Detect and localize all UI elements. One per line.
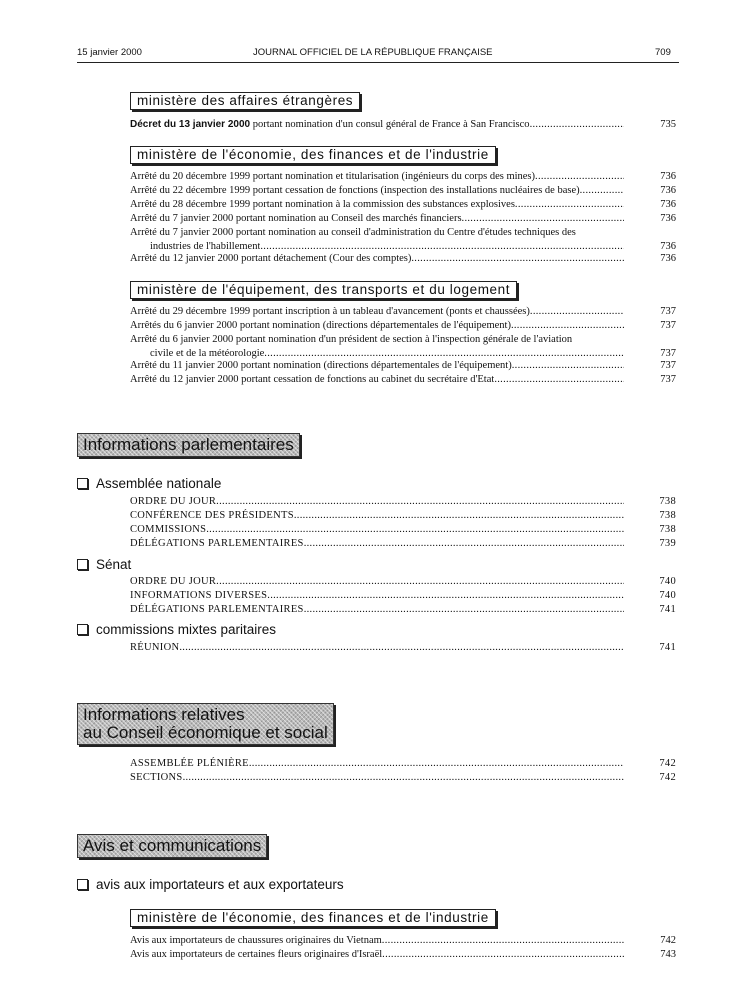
dot-leader	[580, 184, 624, 198]
entry-text-line1: Arrêté du 6 janvier 2000 portant nomination d'un président de section à l'inspection générale de l'aviation	[130, 334, 573, 345]
dot-leader	[267, 589, 624, 603]
entry-text: Arrêté du 12 janvier 2000 portant détachement (Cour des comptes)	[130, 253, 412, 264]
checkbox-square-icon	[77, 478, 88, 489]
ministry-heading-economie: ministère de l'économie, des finances et de l'industrie	[130, 146, 496, 164]
toc-entry[interactable]	[130, 589, 676, 603]
toc-entry[interactable]	[130, 523, 676, 537]
section-title: avis aux importateurs et aux exportateurs	[96, 877, 344, 892]
toc-entry[interactable]	[130, 184, 676, 198]
page-number: 709	[655, 47, 671, 58]
section-commissions-mixtes-paritaires	[77, 622, 276, 637]
entry-page: 736	[660, 199, 676, 210]
dot-leader	[511, 319, 624, 333]
toc-entry[interactable]	[130, 948, 676, 962]
entry-page: 738	[659, 510, 676, 521]
entry-page: 736	[660, 213, 676, 224]
entry-label: DÉLÉGATIONS PARLEMENTAIRES	[130, 604, 304, 615]
dot-leader	[304, 537, 624, 551]
entry-page: 737	[660, 374, 676, 385]
entry-bold-title: Décret du 13 janvier 2000	[130, 119, 251, 130]
dot-leader	[512, 359, 624, 373]
dot-leader	[382, 934, 624, 948]
toc-entry[interactable]	[130, 252, 676, 266]
entry-page: 740	[659, 576, 676, 587]
entry-page: 742	[659, 772, 676, 783]
entry-text: Arrêté du 11 janvier 2000 portant nomination (directions départementales de l'équipement)	[130, 360, 512, 371]
toc-entry[interactable]	[130, 771, 676, 785]
toc-entry[interactable]	[130, 537, 676, 551]
checkbox-square-icon	[77, 624, 88, 635]
entry-page: 737	[660, 306, 676, 317]
entry-page: 735	[660, 119, 676, 130]
ministry-heading-economie-avis: ministère de l'économie, des finances et de l'industrie	[130, 909, 496, 927]
entry-page: 741	[659, 642, 676, 653]
entry-text: Arrêté du 29 décembre 1999 portant inscription à un tableau d'avancement (ponts et chaussées)	[130, 306, 530, 317]
entry-page: 738	[659, 524, 676, 535]
banner-informations-parlementaires: Informations parlementaires	[77, 433, 300, 457]
toc-entry[interactable]	[130, 198, 676, 212]
entry-label: COMMISSIONS	[130, 524, 207, 535]
entry-page: 742	[660, 935, 676, 946]
entry-page: 740	[659, 590, 676, 601]
section-title: commissions mixtes paritaires	[96, 622, 277, 637]
entry-page: 742	[659, 758, 676, 769]
entry-text: Arrêté du 12 janvier 2000 portant cessation de fonctions au cabinet du secrétaire d'Etat	[130, 374, 495, 385]
entry-label: SECTIONS	[130, 772, 183, 783]
entry-page: 737	[660, 360, 676, 371]
dot-leader	[249, 757, 624, 771]
toc-entry[interactable]	[130, 170, 676, 184]
entry-page: 736	[660, 241, 676, 252]
toc-entry[interactable]	[130, 373, 676, 387]
dot-leader	[294, 509, 624, 523]
toc-entry[interactable]	[130, 495, 676, 509]
toc-entry[interactable]	[130, 509, 676, 523]
entry-text: Avis aux importateurs de chaussures originaires du Vietnam	[130, 935, 382, 946]
ministry-heading-equipement: ministère de l'équipement, des transports et du logement	[130, 281, 517, 299]
entry-page: 739	[659, 538, 676, 549]
dot-leader	[216, 575, 624, 589]
dot-leader	[494, 373, 624, 387]
entry-text: Arrêté du 20 décembre 1999 portant nomination et titularisation (ingénieurs du corps des mines)	[130, 171, 536, 182]
toc-entry[interactable]	[130, 757, 676, 771]
entry-text-line1: Arrêté du 7 janvier 2000 portant nomination au conseil d'administration du Centre d'études techniques des	[130, 227, 576, 238]
toc-entry[interactable]	[130, 333, 676, 361]
section-assemblee-nationale	[77, 476, 221, 491]
entry-text: Arrêté du 7 janvier 2000 portant nomination au Conseil des marchés financiers	[130, 213, 462, 224]
toc-entry[interactable]	[130, 603, 676, 617]
section-avis-importateurs	[77, 877, 344, 892]
checkbox-square-icon	[77, 559, 88, 570]
toc-entry[interactable]	[130, 305, 676, 319]
entry-page: 736	[660, 185, 676, 196]
section-senat	[77, 557, 131, 572]
checkbox-square-icon	[77, 879, 88, 890]
journal-title: JOURNAL OFFICIEL DE LA RÉPUBLIQUE FRANÇAISE	[253, 47, 493, 58]
toc-entry[interactable]	[130, 641, 676, 655]
entry-page: 741	[659, 604, 676, 615]
entry-page: 736	[660, 253, 676, 264]
dot-leader	[411, 252, 624, 266]
banner-line-2: au Conseil économique et social	[83, 723, 328, 742]
dot-leader	[304, 603, 624, 617]
toc-entry[interactable]	[130, 319, 676, 333]
entry-text: Arrêté du 28 décembre 1999 portant nomination à la commission des substances explosives	[130, 199, 515, 210]
toc-entry[interactable]	[130, 575, 676, 589]
banner-conseil-economique-social	[77, 703, 334, 745]
entry-label: ORDRE DU JOUR	[130, 576, 217, 587]
dot-leader	[179, 641, 624, 655]
toc-entry[interactable]	[130, 212, 676, 226]
banner-avis-communications: Avis et communications	[77, 834, 267, 858]
toc-entry[interactable]	[130, 934, 676, 948]
entry-text: Avis aux importateurs de certaines fleurs originaires d'Israël	[130, 949, 383, 960]
dot-leader	[462, 212, 624, 226]
entry-page: 737	[660, 320, 676, 331]
ministry-heading-affaires-etrangeres: ministère des affaires étrangères	[130, 92, 360, 110]
entry-page: 738	[659, 496, 676, 507]
entry-text: Arrêtés du 6 janvier 2000 portant nomination (directions départementales de l'équipement)	[130, 320, 511, 331]
toc-entry[interactable]	[130, 118, 676, 132]
entry-page: 737	[660, 348, 676, 359]
entry-label: CONFÉRENCE DES PRÉSIDENTS	[130, 510, 294, 521]
entry-text: portant nomination d'un consul général de France à San Francisco	[250, 119, 530, 130]
header-date: 15 janvier 2000	[77, 47, 142, 58]
toc-entry[interactable]	[130, 226, 676, 254]
dot-leader	[206, 523, 624, 537]
entry-label: DÉLÉGATIONS PARLEMENTAIRES	[130, 538, 304, 549]
banner-line-1: Informations relatives	[83, 705, 245, 724]
dot-leader	[382, 948, 624, 962]
dot-leader	[530, 305, 624, 319]
entry-text-line2: industries de l'habillement	[150, 241, 261, 252]
dot-leader	[530, 118, 624, 132]
entry-label: ASSEMBLÉE PLÉNIÈRE	[130, 758, 249, 769]
dot-leader	[535, 170, 624, 184]
entry-page: 743	[660, 949, 676, 960]
header-rule	[77, 62, 679, 63]
entry-label: ORDRE DU JOUR	[130, 496, 217, 507]
entry-page: 736	[660, 171, 676, 182]
entry-text: Arrêté du 22 décembre 1999 portant cessation de fonctions (inspection des installations nucléaires de base)	[130, 185, 580, 196]
entry-text-line2: civile et de la météorologie	[150, 348, 265, 359]
entry-label: RÉUNION	[130, 642, 180, 653]
dot-leader	[216, 495, 624, 509]
toc-entry[interactable]	[130, 359, 676, 373]
entry-label: INFORMATIONS DIVERSES	[130, 590, 268, 601]
section-title: Assemblée nationale	[96, 476, 222, 491]
dot-leader	[515, 198, 624, 212]
section-title: Sénat	[96, 557, 132, 572]
dot-leader	[183, 771, 624, 785]
